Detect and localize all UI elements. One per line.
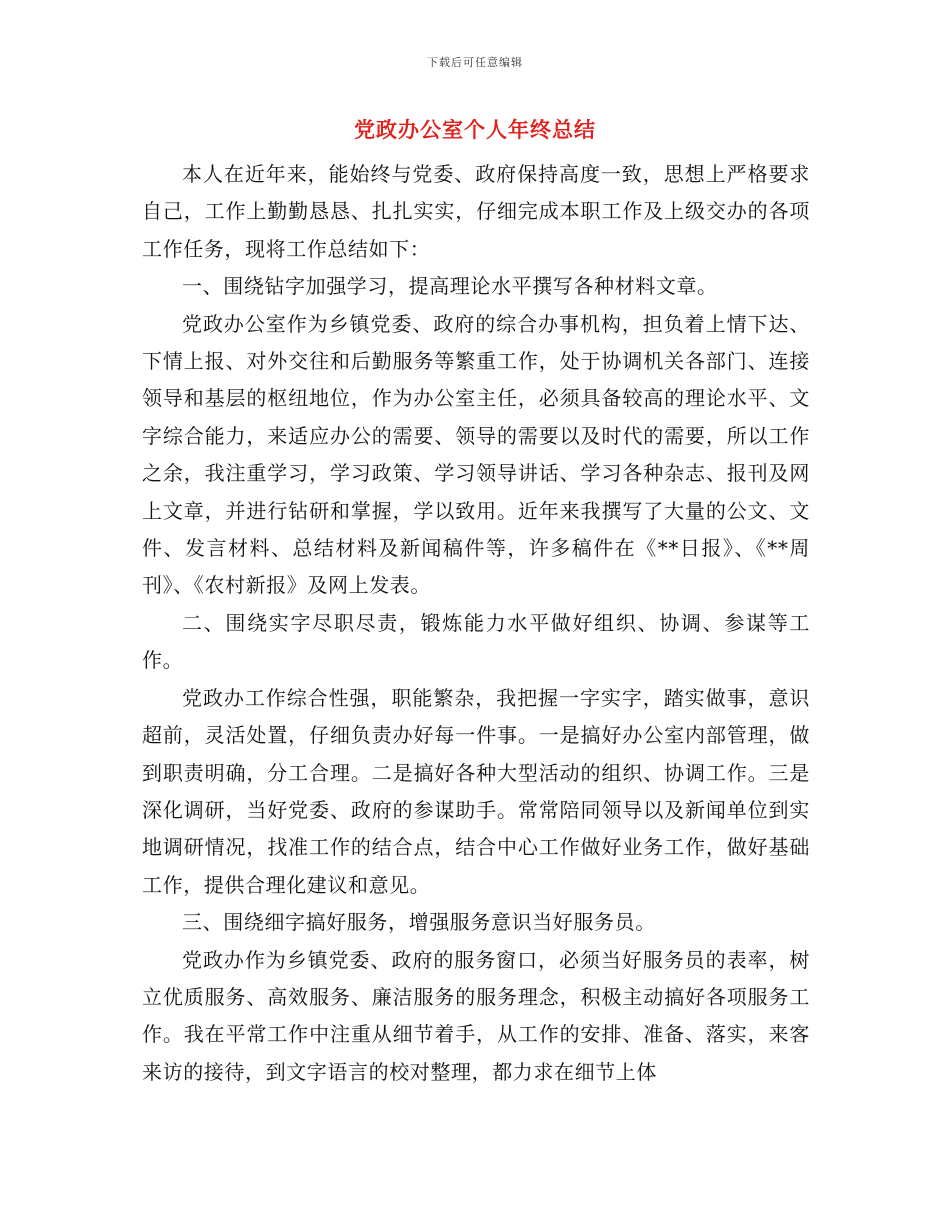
section-heading-3: 三、围绕细字搞好服务，增强服务意识当好服务员。: [182, 910, 656, 935]
section-heading-2: 二、围绕实字尽职尽责，锻炼能力水平做好组织、协调、参谋等工作。: [142, 610, 810, 673]
paragraph-section-3: 党政办作为乡镇党委、政府的服务窗口，必须当好服务员的表率，树立优质服务、高效服务、廉洁服务的服务理念，积极主动搞好各项服务工作。我在平常工作中注重从细节着手，从工作的安排、准备、落实，来客来访的接待，到文字语言的校对整理，都力求在细节上体: [142, 947, 810, 1084]
document-title: 党政办公室个人年终总结: [354, 117, 596, 142]
paragraph-intro: 本人在近年来，能始终与党委、政府保持高度一致，思想上严格要求自己，工作上勤勤恳恳、扎扎实实，仔细完成本职工作及上级交办的各项工作任务，现将工作总结如下：: [142, 162, 810, 261]
header-note: 下载后可任意编辑: [427, 56, 523, 69]
section-heading-1: 一、围绕钻字加强学习，提高理论水平撰写各种材料文章。: [182, 274, 718, 299]
paragraph-section-2: 党政办工作综合性强，职能繁杂，我把握一字实字，踏实做事，意识超前，灵活处置，仔细负责办好每一件事。一是搞好办公室内部管理，做到职责明确，分工合理。二是搞好各种大型活动的组织、协调工作。三是深化调研，当好党委、政府的参谋助手。常常陪同领导以及新闻单位到实地调研情况，找准工作的结合点，结合中心工作做好业务工作，做好基础工作，提供合理化建议和意见。: [142, 685, 810, 897]
paragraph-section-1: 党政办公室作为乡镇党委、政府的综合办事机构，担负着上情下达、下情上报、对外交往和后勤服务等繁重工作，处于协调机关各部门、连接领导和基层的枢纽地位，作为办公室主任，必须具备较高的理论水平、文字综合能力，来适应办公的需要、领导的需要以及时代的需要，所以工作之余，我注重学习，学习政策、学习领导讲话、学习各种杂志、报刊及网上文章，并进行钻研和掌握，学以致用。近年来我撰写了大量的公文、文件、发言材料、总结材料及新闻稿件等，许多稿件在《**日报》、《**周刊》、《农村新报》及网上发表。: [142, 311, 810, 598]
document-body: [142, 156, 810, 1091]
